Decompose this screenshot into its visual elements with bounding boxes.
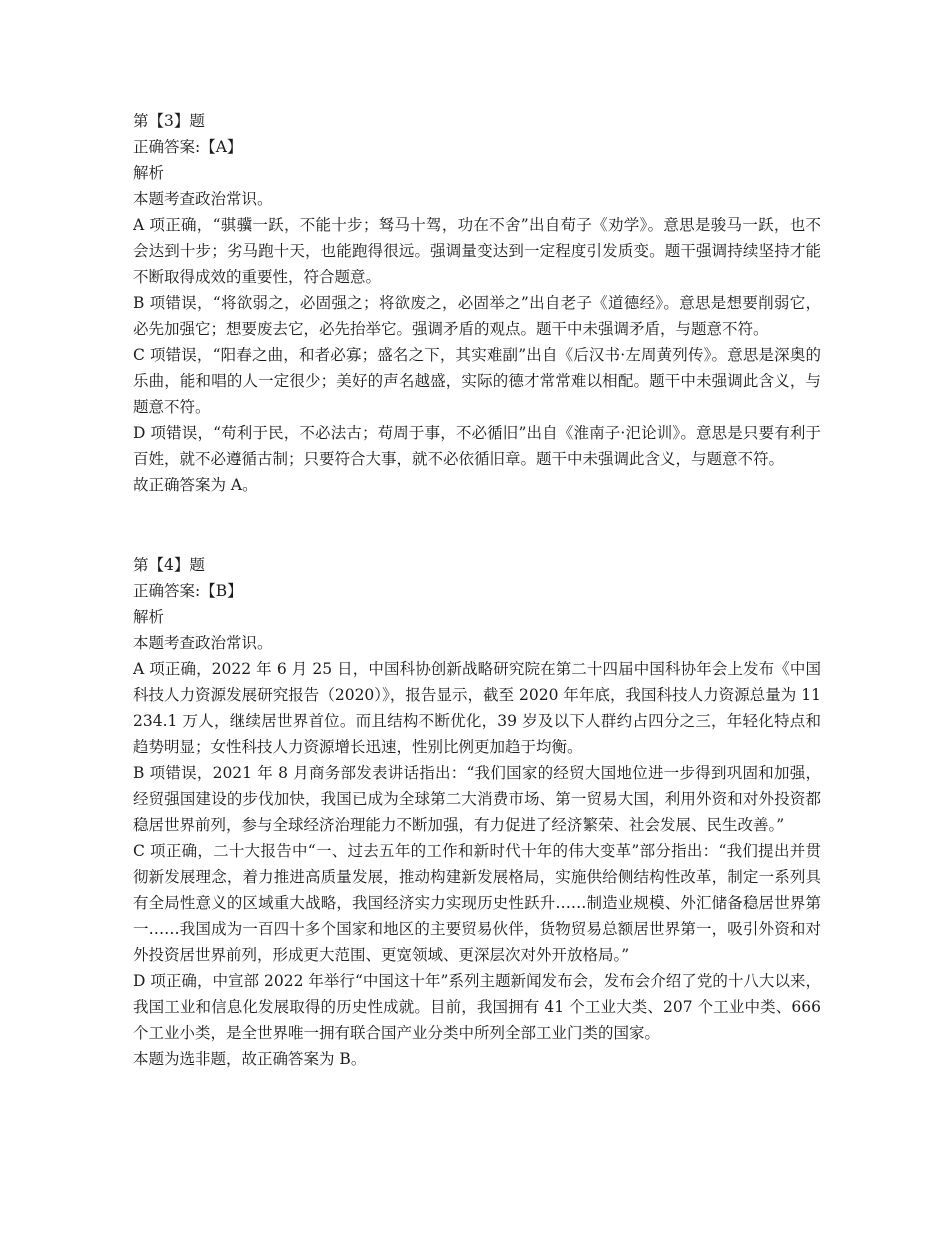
document-page — [133, 108, 821, 1072]
conclusion: 本题为选非题，故正确答案为 B。 — [133, 1050, 367, 1068]
analysis-label: 解析 — [133, 608, 165, 626]
analysis-paragraph: D 项错误，“苟利于民，不必法古；苟周于事，不必循旧”出自《淮南子·汜论训》。意思是只要有利于百姓，就不必遵循古制；只要符合大事，就不必依循旧章。题干中未强调此含义，与题意不符。 — [133, 424, 821, 468]
analysis-paragraph: 本题考查政治常识。 — [133, 634, 273, 652]
correct-answer: 正确答案:【B】 — [133, 582, 243, 600]
analysis-paragraph: B 项错误，“将欲弱之，必固强之；将欲废之，必固举之”出自老子《道德经》。意思是想要削弱它，必先加强它；想要废去它，必先抬举它。强调矛盾的观点。题干中未强调矛盾，与题意不符。 — [133, 294, 821, 338]
question-heading: 第【3】题 — [133, 112, 205, 130]
analysis-paragraph: C 项错误，“阳春之曲，和者必寡；盛名之下，其实难副”出自《后汉书·左周黄列传》。意思是深奥的乐曲，能和唱的人一定很少；美好的声名越盛，实际的德才常常难以相配。题干中未强调此含义，与题意不符。 — [133, 346, 821, 416]
question-block-3 — [133, 108, 821, 498]
analysis-paragraph: B 项错误，2021 年 8 月商务部发表讲话指出：“我们国家的经贸大国地位进一步得到巩固和加强，经贸强国建设的步伐加快，我国已成为全球第二大消费市场、第一贸易大国，利用外资和对外投资都稳居世界前列，参与全球经济治理能力不断加强，有力促进了经济繁荣、社会发展、民生改善。” — [133, 764, 821, 834]
analysis-label: 解析 — [133, 164, 165, 182]
conclusion: 故正确答案为 A。 — [133, 476, 258, 494]
analysis-paragraph: 本题考查政治常识。 — [133, 190, 273, 208]
question-block-4 — [133, 552, 821, 1072]
analysis-paragraph: A 项正确，“骐骥一跃，不能十步；驽马十驾，功在不舍”出自荀子《劝学》。意思是骏马一跃，也不会达到十步；劣马跑十天，也能跑得很远。强调量变达到一定程度引发质变。题干强调持续坚持才能不断取得成效的重要性，符合题意。 — [133, 216, 821, 286]
analysis-paragraph: D 项正确，中宣部 2022 年举行“中国这十年”系列主题新闻发布会，发布会介绍了党的十八大以来，我国工业和信息化发展取得的历史性成就。目前，我国拥有 41 个工业大类、207 个工业中类、666 个工业小类，是全世界唯一拥有联合国产业分类中所列全部工业门类的国家。 — [133, 972, 821, 1042]
analysis-paragraph: C 项正确，二十大报告中“一、过去五年的工作和新时代十年的伟大变革”部分指出：“我们提出并贯彻新发展理念，着力推进高质量发展，推动构建新发展格局，实施供给侧结构性改革，制定一系列具有全局性意义的区域重大战略，我国经济实力实现历史性跃升……制造业规模、外汇储备稳居世界第一……我国成为一百四十多个国家和地区的主要贸易伙伴，货物贸易总额居世界第一，吸引外资和对外投资居世界前列，形成更大范围、更宽领域、更深层次对外开放格局。” — [133, 842, 821, 964]
correct-answer: 正确答案:【A】 — [133, 138, 243, 156]
question-heading: 第【4】题 — [133, 556, 205, 574]
analysis-paragraph: A 项正确，2022 年 6 月 25 日，中国科协创新战略研究院在第二十四届中国科协年会上发布《中国科技人力资源发展研究报告（2020）》，报告显示，截至 2020 年年底，我国科技人力资源总量为 11234.1 万人，继续居世界首位。而且结构不断优化，39 岁及以下人群约占四分之三，年轻化特点和趋势明显；女性科技人力资源增长迅速，性别比例更加趋于均衡。 — [133, 660, 821, 756]
